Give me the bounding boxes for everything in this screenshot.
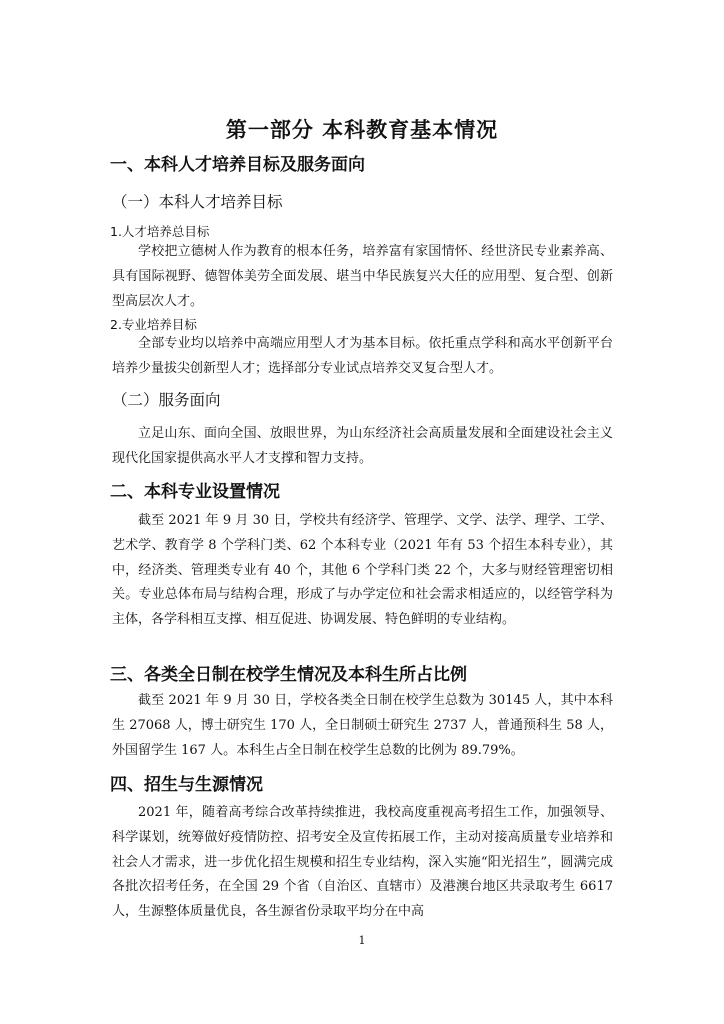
section-4-paragraph: 2021 年，随着高考综合改革持续推进，我校高度重视高考招生工作，加强领导、科学谋划，统筹做好疫情防控、招考安全及宣传拓展工作，主动对接高质量专业培养和社会人才需求，进一步优化招生规模和招生专业结构，深入实施“阳光招生”，圆满完成各批次招考任务，在全国 29 个省（自治区、直辖市）及港澳台地区共录取考生 6617 人，生源整体质量优良，各生源省份录取平均分在中高 — [112, 805, 613, 920]
section-1-item2-paragraph: 全部专业均以培养中高端应用型人才为基本目标。依托重点学科和高水平创新平台培养少量拔尖创新型人才；选择部分专业试点培养交叉复合型人才。 — [112, 336, 613, 376]
section-2-paragraph: 截至 2021 年 9 月 30 日，学校共有经济学、管理学、文学、法学、理学、工学、艺术学、教育学 8 个学科门类、62 个本科专业（2021 年有 53 个招生本科专业），其中，经济类、管理类专业有 40 个，其他 6 个学科门类 22 个，大多与财经管理密切相关。专业总体布局与结构合理，形成了与办学定位和社会需求相适应的，以经管学科为主体，各学科相互支撑、相互促进、协调发展、特色鲜明的专业结构。 — [112, 513, 613, 628]
section-1-heading: 一、本科人才培养目标及服务面向 — [110, 155, 365, 175]
section-1-item1-paragraph: 学校把立德树人作为教育的根本任务，培养富有家国情怀、经世济民专业素养高、具有国际视野、德智体美劳全面发展、堪当中华民族复兴大任的应用型、复合型、创新型高层次人才。 — [112, 244, 613, 309]
section-1-sub2-heading: （二）服务面向 — [112, 391, 221, 409]
section-1-item2-heading: 2.专业培养目标 — [110, 317, 197, 332]
section-1-sub1-heading: （一）本科人才培养目标 — [112, 193, 283, 211]
section-1-item1-heading: 1.人才培养总目标 — [110, 224, 210, 239]
section-1-sub2-paragraph: 立足山东、面向全国、放眼世界，为山东经济社会高质量发展和全面建设社会主义现代化国家提供高水平人才支撑和智力支持。 — [112, 426, 613, 466]
section-4-heading: 四、招生与生源情况 — [110, 775, 263, 795]
page-title: 第一部分 本科教育基本情况 — [225, 118, 499, 142]
section-2-heading: 二、本科专业设置情况 — [110, 482, 280, 502]
section-3-paragraph: 截至 2021 年 9 月 30 日，学校各类全日制在校学生总数为 30145 人，其中本科生 27068 人，博士研究生 170 人，全日制硕士研究生 2737 人，普通预科生 58 人，外国留学生 167 人。本科生占全日制在校学生总数的比例为 89.79%。 — [112, 693, 613, 758]
section-3-heading: 三、各类全日制在校学生情况及本科生所占比例 — [110, 665, 467, 685]
page-number: 1 — [358, 934, 366, 947]
